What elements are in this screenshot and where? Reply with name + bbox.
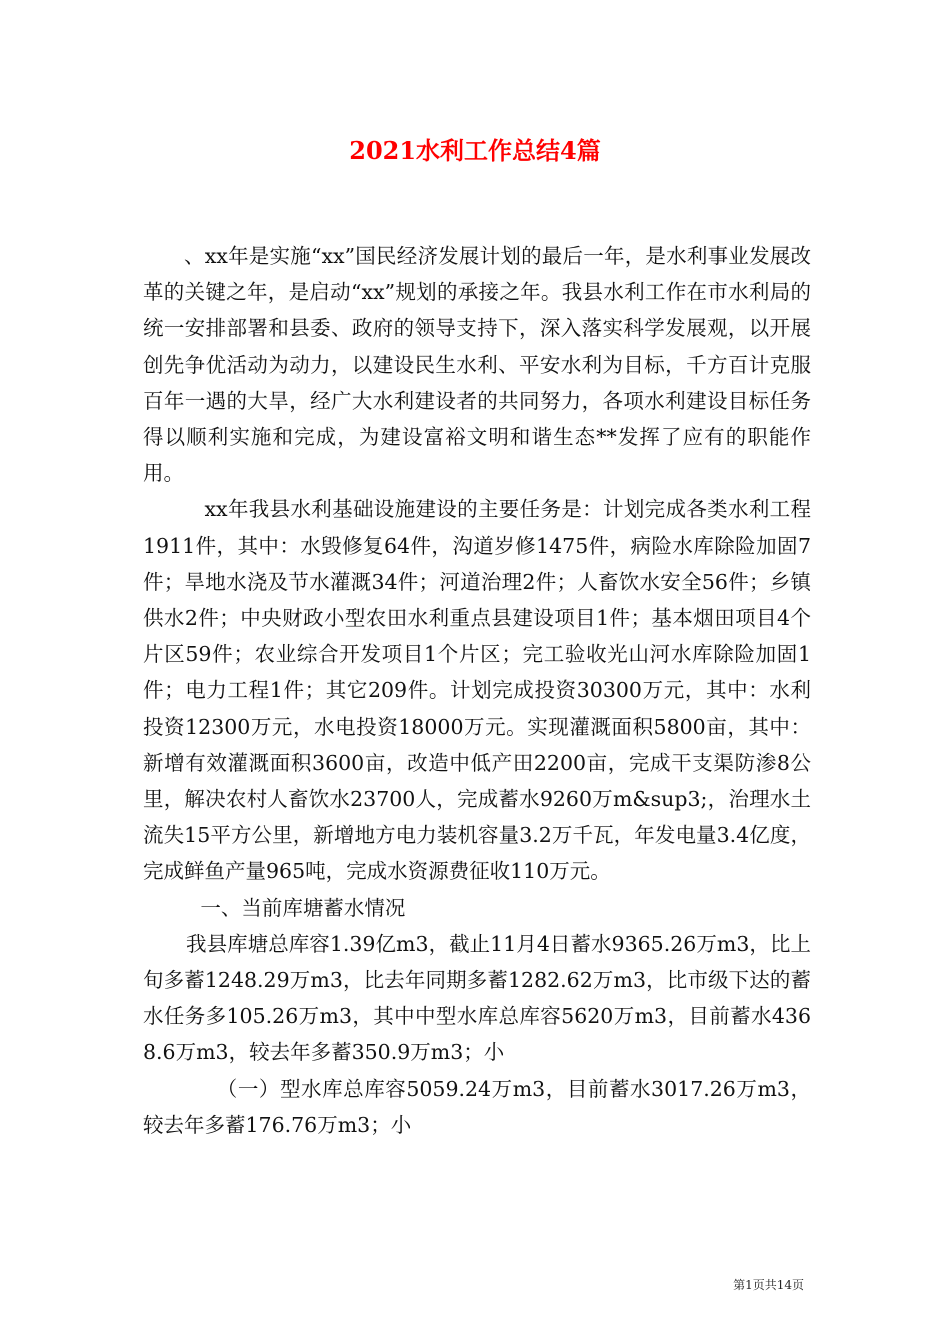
- page-number: 第1页共14页: [733, 1278, 804, 1292]
- paragraph-small-reservoir: （一）型水库总库容5059.24万m3，目前蓄水3017.26万m3，较去年多蓄176.76万m3；小: [143, 1076, 811, 1137]
- paragraph-storage: 我县库塘总库容1.39亿m3，截止11月4日蓄水9365.26万m3，比上旬多蓄1248.29万m3，比去年同期多蓄1282.62万m3，比市级下达的蓄水任务多105.26万m3，其中中型水库总库容5620万m3，目前蓄水4368.6万m3，较去年多蓄350.9万m3；小: [143, 931, 811, 1065]
- paragraph-tasks: xx年我县水利基础设施建设的主要任务是：计划完成各类水利工程1911件，其中：水毁修复64件，沟道岁修1475件，病险水库除险加固7件；旱地水浇及节水灌溉34件；河道治理2件；人畜饮水安全56件；乡镇供水2件；中央财政小型农田水利重点县建设项目1件；基本烟田项目4个片区59件；农业综合开发项目1个片区；完工验收光山河水库除险加固1件；电力工程1件；其它209件。计划完成投资30300万元，其中：水利投资12300万元，水电投资18000万元。实现灌溉面积5800亩，其中：新增有效灌溉面积3600亩，改造中低产田2200亩，完成干支渠防渗8公里，解决农村人畜饮水23700人，完成蓄水9260万m&sup3;，治理水土流失15平方公里，新增地方电力装机容量3.2万千瓦，年发电量3.4亿度，完成鲜鱼产量965吨，完成水资源费征收110万元。: [143, 497, 811, 884]
- paragraph-intro: 、xx年是实施“xx”国民经济发展计划的最后一年，是水利事业发展改革的关键之年，是启动“xx”规划的承接之年。我县水利工作在市水利局的统一安排部署和县委、政府的领导支持下，深入落实科学发展观，以开展创先争优活动为动力，以建设民生水利、平安水利为目标，千方百计克服百年一遇的大旱，经广大水利建设者的共同努力，各项水利建设目标任务得以顺利实施和完成，为建设富裕文明和谐生态**发挥了应有的职能作用。: [143, 244, 811, 486]
- document-title: 2021水利工作总结4篇: [349, 136, 601, 165]
- section-heading: 一、当前库塘蓄水情况: [200, 895, 406, 920]
- document-body: [143, 238, 811, 1143]
